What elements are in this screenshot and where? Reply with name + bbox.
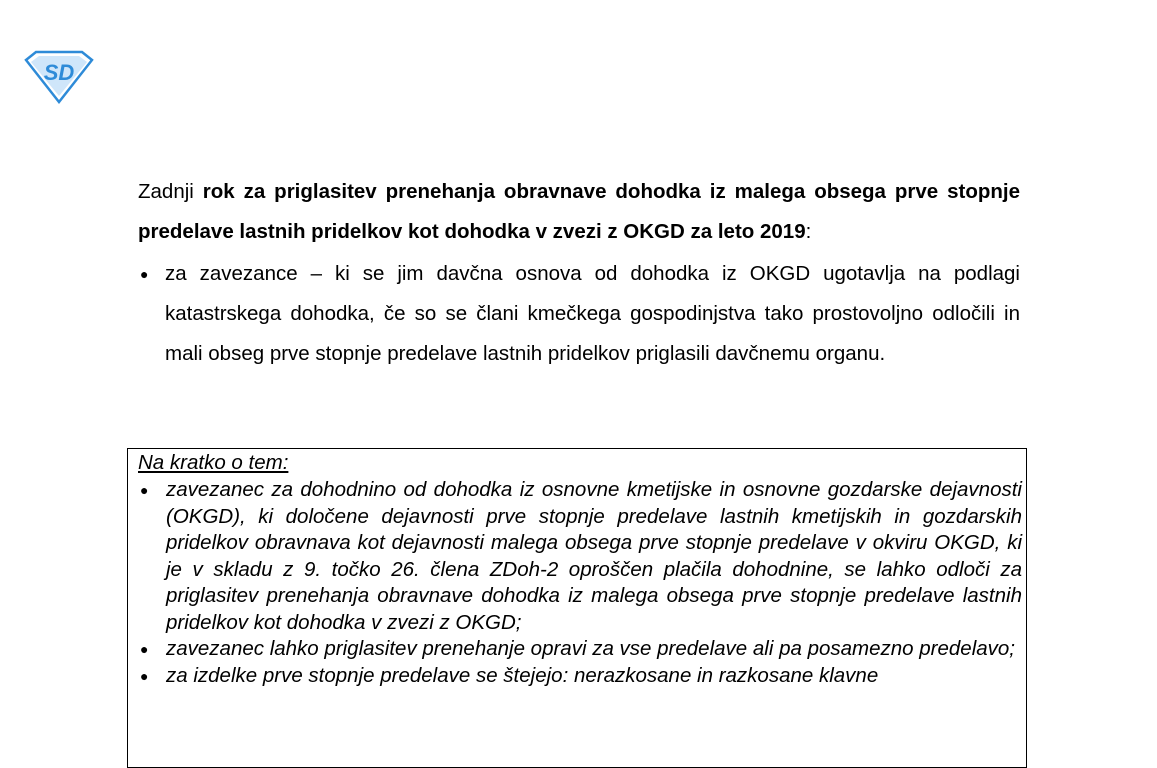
bullet-icon: ● — [140, 266, 149, 282]
list-item-text: za zavezance – ki se jim davčna osnova od dohodka iz OKGD ugotavlja na podlagi katastrskega dohodka, če so se člani kmečkega gospodinjstva tako prostovoljno odločili in mali obseg prve stopnje predelave lastnih pridelkov priglasili davčnemu organu. — [165, 262, 1020, 365]
list-item — [138, 663, 1022, 690]
summary-list — [138, 477, 1022, 689]
list-item-text: zavezanec lahko priglasitev prenehanje opravi za vse predelave ali pa posamezno predelavo; — [166, 637, 1015, 660]
lead-suffix: : — [805, 220, 812, 243]
list-item — [138, 254, 1020, 374]
bullet-list — [138, 254, 1020, 374]
summary-box — [127, 448, 1027, 768]
list-item-text: za izdelke prve stopnje predelave se štejejo: nerazkosane in razkosane klavne — [166, 663, 879, 687]
lead-prefix: Zadnji — [138, 180, 203, 203]
bullet-icon: ● — [140, 641, 149, 657]
list-item-text: zavezanec za dohodnino od dohodka iz osnovne kmetijske in osnovne gozdarske dejavnosti (OKGD), ki določene dejavnosti prve stopnje predelave lastnih kmetijskih in gozdarskih pridelkov obravnava kot dejavnosti malega obsega prve stopnje predelave v okviru OKGD, ki je v skladu z 9. točko 26. člena ZDoh-2 oproščen plačila dohodnine, se lahko odloči za priglasitev prenehanja obravnave dohodka iz malega obsega prve stopnje predelave lastnih pridelkov kot dohodka v zvezi z OKGD; — [166, 478, 1022, 634]
logo-text: SD — [43, 60, 75, 85]
list-item — [138, 477, 1022, 636]
list-item — [138, 636, 1022, 663]
lead-bold: rok za priglasitev prenehanja obravnave dohodka iz malega obsega prve stopnje predelave lastnih pridelkov kot dohodka v zvezi z OKGD za leto 2019 — [138, 180, 1021, 243]
sd-logo-icon — [22, 50, 96, 104]
bullet-icon: ● — [140, 667, 149, 684]
lead-paragraph — [138, 172, 1020, 252]
bullet-icon: ● — [140, 482, 149, 498]
summary-box-title: Na kratko o tem: — [138, 451, 289, 474]
